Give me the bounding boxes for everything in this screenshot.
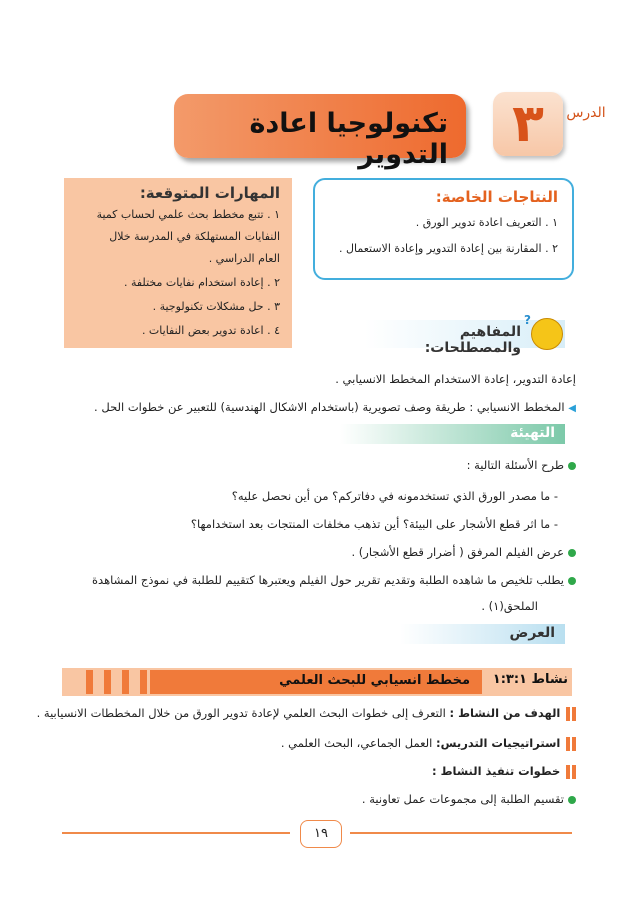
lesson-title-banner xyxy=(174,94,466,170)
concepts-heading: المفاهيم والمصطلحات: xyxy=(424,324,521,356)
steps-label: خطوات تنفيذ النشاط : xyxy=(431,764,561,778)
warmup-question: - ما اثر قطع الأشجار على البيئة؟ أين تذهب مخلفات المنتجات بعد استخدامها؟ xyxy=(190,517,558,531)
activity-step xyxy=(362,792,576,806)
decor-stripe xyxy=(104,670,111,694)
label-marker-icon xyxy=(566,707,570,721)
skill-item: العام الدراسي . xyxy=(208,252,280,265)
decor-stripe xyxy=(86,670,93,694)
warmup-text: عرض الفيلم المرفق ( أضرار قطع الأشجار) . xyxy=(351,545,564,559)
lesson-number: ٣ xyxy=(512,94,544,154)
bullet-dot-icon xyxy=(568,462,576,470)
warmup-question: - ما مصدر الورق الذي تستخدمونه في دفاتركم؟ من أين نحصل عليه؟ xyxy=(231,489,558,503)
bullet-dot-icon xyxy=(568,796,576,804)
warmup-item xyxy=(467,458,576,472)
footer-line-right xyxy=(350,832,572,834)
activity-title-box xyxy=(150,670,482,694)
skill-item: ٣ . حل مشكلات تكنولوجية . xyxy=(152,300,280,313)
presentation-heading: العرض xyxy=(509,625,555,641)
skills-heading: المهارات المتوقعة: xyxy=(139,184,280,202)
warmup-text: يطلب تلخيص ما شاهده الطلبة وتقديم تقرير حول الفيلم ويعتبرها كتقييم للطلبة في نموذج المشاهدة xyxy=(92,573,564,587)
strategy-label: استراتيجيات التدريس: xyxy=(436,736,561,750)
decor-stripe xyxy=(140,670,147,694)
lesson-label: الدرس xyxy=(566,105,606,121)
outcome-item: ٢ . المقارنة بين إعادة التدوير وإعادة الاستعمال . xyxy=(339,242,558,255)
goal-label: الهدف من النشاط : xyxy=(449,706,561,720)
label-marker-icon xyxy=(566,737,570,751)
concepts-definition-row xyxy=(94,400,576,414)
concepts-terms: إعادة التدوير، إعادة الاستخدام المخطط الانسيابي . xyxy=(335,372,576,386)
activity-goal xyxy=(37,706,576,721)
skill-item: ٢ . إعادة استخدام نفايات مختلفة . xyxy=(123,276,280,289)
activity-bar xyxy=(62,668,572,696)
skill-item: ٤ . اعادة تدوير بعض النفايات . xyxy=(141,324,280,337)
outcomes-box xyxy=(313,178,574,280)
bullet-dot-icon xyxy=(568,549,576,557)
lesson-title: تكنولوجيا اعادة التدوير xyxy=(249,108,448,170)
footer-line-left xyxy=(62,832,290,834)
label-marker-icon xyxy=(572,707,576,721)
label-marker-icon xyxy=(566,765,570,779)
lesson-number-badge xyxy=(493,92,563,156)
activity-number: نشاط ١:٣:١ xyxy=(492,672,568,687)
goal-text: التعرف إلى خطوات البحث العلمي لإعادة تدوير الورق من خلال المخططات الانسيابية . xyxy=(36,706,446,720)
bullet-dot-icon xyxy=(568,577,576,585)
outcome-item: ١ . التعريف اعادة تدوير الورق . xyxy=(415,216,558,229)
skill-item: ١ . تتبع مخطط بحث علمي لحساب كمية xyxy=(96,208,280,221)
warmup-heading: التهيئة xyxy=(510,425,555,441)
warmup-item xyxy=(92,573,576,587)
skills-box xyxy=(64,178,292,348)
concepts-definition: المخطط الانسيابي : طريقة وصف تصويرية (باستخدام الاشكال الهندسية) للتعبير عن خطوات الحل . xyxy=(94,400,565,414)
activity-strategy xyxy=(281,736,576,751)
strategy-text: العمل الجماعي، البحث العلمي . xyxy=(280,736,433,750)
activity-title: مخطط انسيابي للبحث العلمي xyxy=(279,673,470,688)
label-marker-icon xyxy=(572,737,576,751)
outcomes-heading: النتاجات الخاصة: xyxy=(435,188,558,206)
skill-item: النفايات المستهلكة في المدرسة خلال xyxy=(109,230,280,243)
warmup-bar xyxy=(340,424,565,444)
page-number: ١٩ xyxy=(300,820,342,848)
presentation-bar xyxy=(400,624,565,644)
warmup-text: طرح الأسئلة التالية : xyxy=(466,458,564,472)
thinking-face-icon xyxy=(531,318,563,350)
triangle-bullet-icon: ◀ xyxy=(568,403,576,414)
activity-steps xyxy=(432,764,576,779)
label-marker-icon xyxy=(572,765,576,779)
step-text: تقسيم الطلبة إلى مجموعات عمل تعاونية . xyxy=(361,792,564,806)
warmup-item xyxy=(351,545,576,559)
warmup-appendix: الملحق(١) . xyxy=(481,599,538,613)
decor-stripe xyxy=(122,670,129,694)
concepts-header xyxy=(365,320,565,356)
